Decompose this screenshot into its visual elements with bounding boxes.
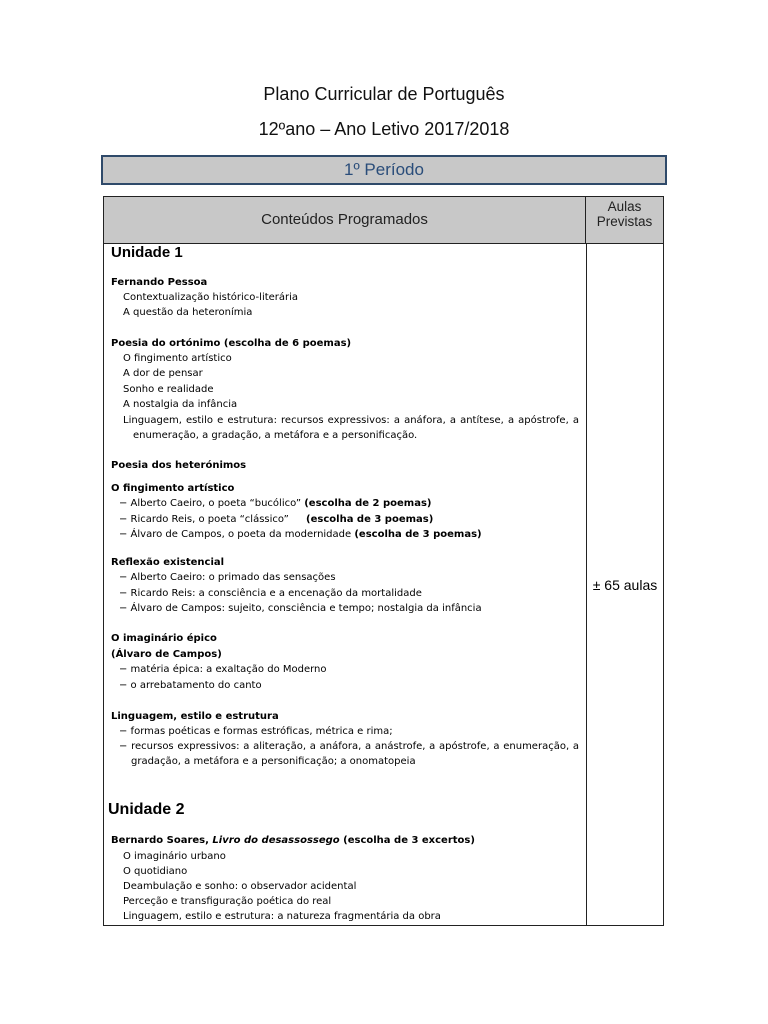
reflexao-heading: Reflexão existencial xyxy=(111,557,225,568)
ortonimo-language-line-1: Linguagem, estilo e estrutura: recursos expressivos: a anáfora, a antítese, a apóstrofe, a xyxy=(123,415,579,426)
linguagem-heading: Linguagem, estilo e estrutura xyxy=(111,711,279,722)
list-item: − Alberto Caeiro, o poeta “bucólico” (escolha de 2 poemas) xyxy=(119,498,432,509)
col-header-lessons-line2: Previstas xyxy=(596,214,653,229)
list-item: Sonho e realidade xyxy=(123,384,214,395)
document-title: Plano Curricular de Português xyxy=(263,84,505,104)
list-item: A questão da heteronímia xyxy=(123,307,253,318)
list-item: O quotidiano xyxy=(123,866,188,877)
period-banner: 1º Período xyxy=(101,155,667,185)
col-header-contents: Conteúdos Programados xyxy=(104,197,586,244)
epico-heading: O imaginário épico xyxy=(111,633,217,644)
list-item: − Alberto Caeiro: o primado das sensações xyxy=(119,572,336,583)
document-subtitle: 12ºano – Ano Letivo 2017/2018 xyxy=(258,119,510,139)
list-item: Deambulação e sonho: o observador acidental xyxy=(123,881,357,892)
fingimento-heading: O fingimento artístico xyxy=(111,483,235,494)
list-item: − Álvaro de Campos: sujeito, consciência e tempo; nostalgia da infância xyxy=(119,603,482,614)
list-item: − Ricardo Reis, o poeta “clássico” (escolha de 3 poemas) xyxy=(119,514,434,525)
unit-2-title: Unidade 2 xyxy=(108,801,185,818)
heteronimos-heading: Poesia dos heterónimos xyxy=(111,460,247,471)
list-item: O imaginário urbano xyxy=(123,851,226,862)
list-item: Contextualização histórico-literária xyxy=(123,292,299,303)
ortonimo-heading: Poesia do ortónimo (escolha de 6 poemas) xyxy=(111,338,352,349)
list-item: A nostalgia da infância xyxy=(123,399,238,410)
list-item: − Ricardo Reis: a consciência e a encenação da mortalidade xyxy=(119,588,422,599)
unit-1-title: Unidade 1 xyxy=(111,244,183,261)
lessons-count: ± 65 aulas xyxy=(592,577,658,593)
epico-subheading: (Álvaro de Campos) xyxy=(111,649,222,660)
list-item: gradação, a metáfora e a personificação; a onomatopeia xyxy=(131,756,416,767)
bernardo-soares-heading: Bernardo Soares, Livro do desassossego (escolha de 3 excertos) xyxy=(111,835,475,846)
list-item: Linguagem, estilo e estrutura: a natureza fragmentária da obra xyxy=(123,911,441,922)
curriculum-table xyxy=(103,196,664,926)
list-item: A dor de pensar xyxy=(123,368,203,379)
list-item: − matéria épica: a exaltação do Moderno xyxy=(119,664,327,675)
list-item: − recursos expressivos: a aliteração, a anáfora, a anástrofe, a apóstrofe, a enumeração, a xyxy=(119,741,579,752)
list-item: − formas poéticas e formas estróficas, métrica e rima; xyxy=(119,726,393,737)
list-item: − o arrebatamento do canto xyxy=(119,680,262,691)
list-item: O fingimento artístico xyxy=(123,353,232,364)
list-item: − Álvaro de Campos, o poeta da modernidade (escolha de 3 poemas) xyxy=(119,529,482,540)
pessoa-heading: Fernando Pessoa xyxy=(111,277,208,288)
col-header-lessons xyxy=(586,197,663,244)
list-item: Perceção e transfiguração poética do real xyxy=(123,896,332,907)
col-header-lessons-line1: Aulas xyxy=(607,199,642,214)
ortonimo-language-line-2: enumeração, a gradação, a metáfora e a personificação. xyxy=(133,430,418,441)
